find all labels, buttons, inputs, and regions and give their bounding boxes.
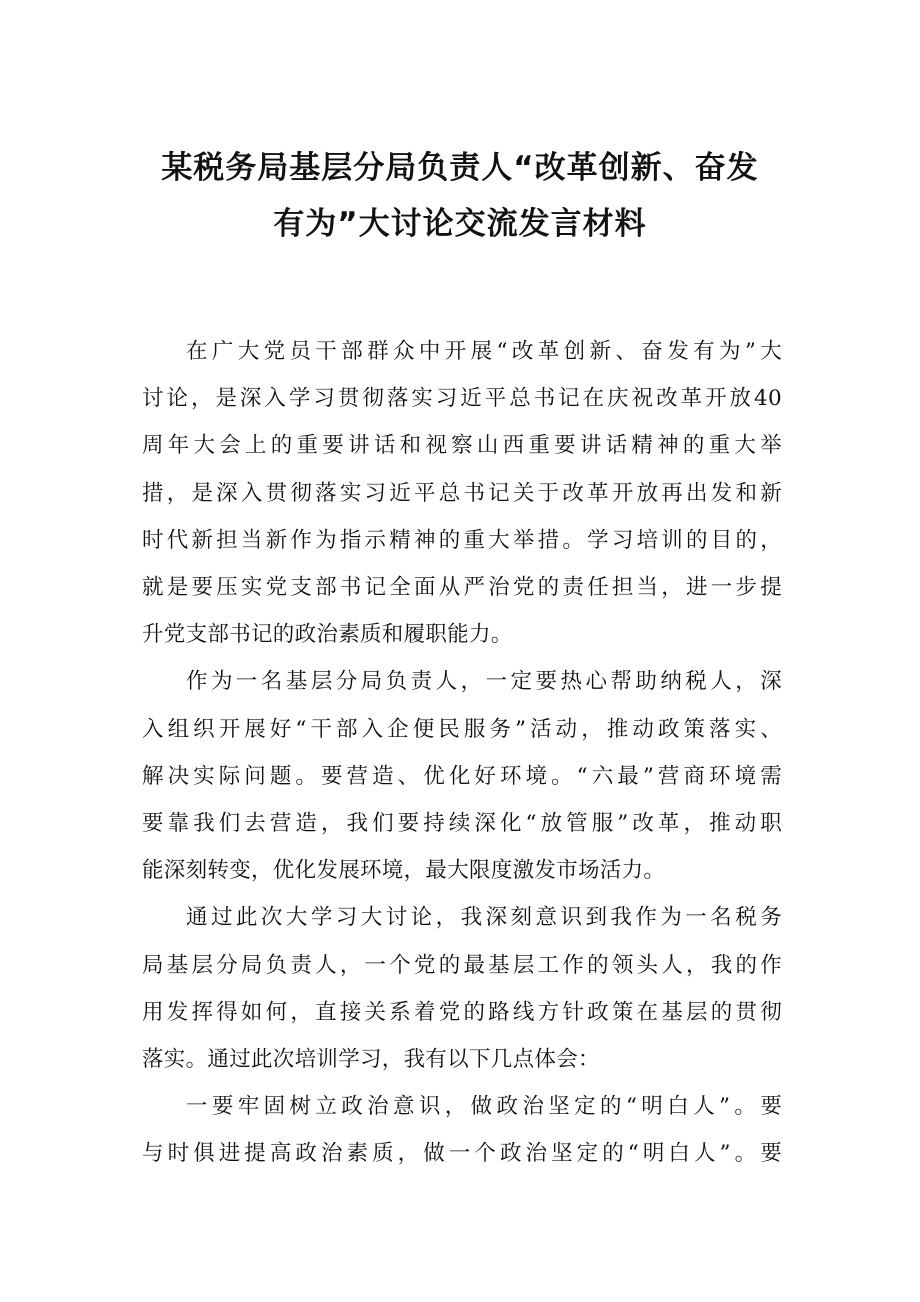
paragraph-line: 升党支部书记的政治素质和履职能力。	[142, 622, 513, 648]
paragraph-line: 落实。通过此次培训学习，我有以下几点体会：	[142, 1047, 600, 1073]
paragraph-line: 要靠我们去营造，我们要持续深化“放管服”改革，推动职	[142, 811, 782, 837]
paragraph-line: 就是要压实党支部书记全面从严治党的责任担当，进一步提	[142, 575, 782, 601]
paragraph-line: 与时俱进提高政治素质，做一个政治坚定的“明白人”。要	[142, 1141, 782, 1167]
paragraph-1	[142, 328, 782, 658]
paragraph-line: 周年大会上的重要讲话和视察山西重要讲话精神的重大举	[142, 433, 782, 459]
title-line-1: 某税务局基层分局负责人“改革创新、奋发	[161, 150, 759, 186]
paragraph-line: 解决实际问题。要营造、优化好环境。“六最”营商环境需	[142, 763, 782, 789]
paragraph-line: 时代新担当新作为指示精神的重大举措。学习培训的目的，	[142, 527, 782, 553]
paragraph-line: 措，是深入贯彻落实习近平总书记关于改革开放再出发和新	[142, 480, 782, 506]
paragraph-line: 能深刻转变，优化发展环境，最大限度激发市场活力。	[142, 858, 666, 884]
paragraph-line: 用发挥得如何，直接关系着党的路线方针政策在基层的贯彻	[142, 999, 782, 1025]
paragraph-line: 局基层分局负责人，一个党的最基层工作的领头人，我的作	[142, 952, 782, 978]
paragraph-line: 入组织开展好“干部入企便民服务”活动，推动政策落实、	[142, 716, 782, 742]
document-title	[130, 140, 790, 252]
paragraph-line: 讨论，是深入学习贯彻落实习近平总书记在庆祝改革开放40	[142, 386, 782, 412]
paragraph-3	[142, 894, 782, 1083]
paragraph-line: 通过此次大学习大讨论，我深刻意识到我作为一名税务	[186, 905, 782, 931]
paragraph-line: 在广大党员干部群众中开展“改革创新、奋发有为”大	[186, 339, 782, 364]
paragraph-line: 作为一名基层分局负责人，一定要热心帮助纳税人，深	[186, 669, 782, 695]
document-body	[142, 328, 782, 1178]
paragraph-line: 一要牢固树立政治意识，做政治坚定的“明白人”。要	[186, 1094, 782, 1120]
title-line-2: 有为”大讨论交流发言材料	[273, 206, 647, 242]
paragraph-4	[142, 1083, 782, 1177]
paragraph-2	[142, 658, 782, 894]
